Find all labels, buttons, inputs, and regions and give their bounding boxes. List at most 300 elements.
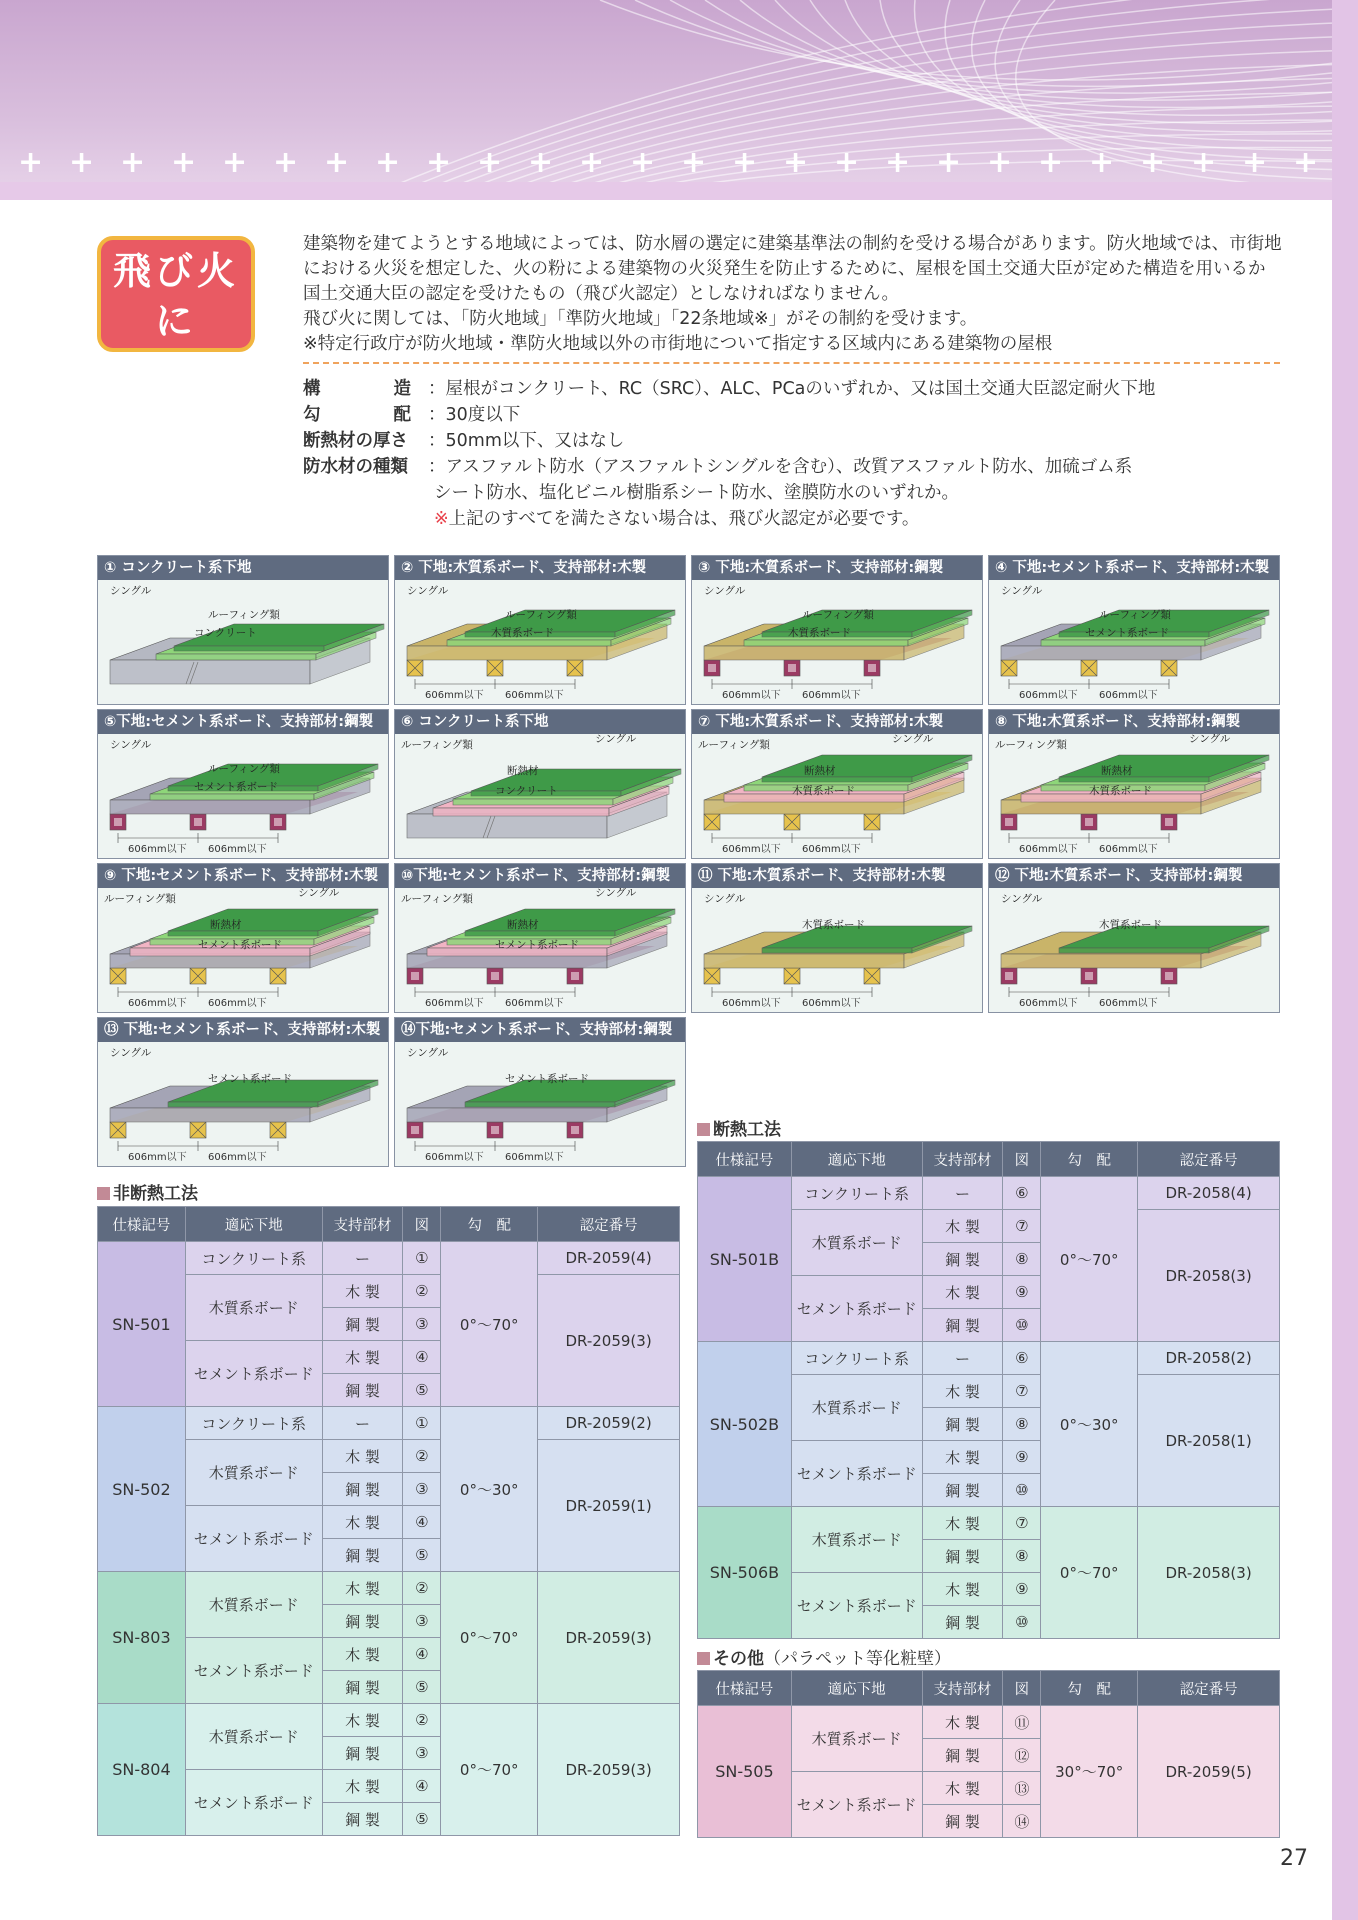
plus-icon: + [324,145,350,180]
condition-row [303,454,1155,480]
dashed-divider [303,362,1280,364]
dimension-label: 606mm以下 [802,998,861,1009]
wood-joist [704,968,720,984]
steel-joist [784,660,800,676]
section-subtitle: （パラペット等化粧壁） [764,1649,951,1669]
other-table [697,1670,1280,1838]
wood-joist [864,968,880,984]
diagram-panel [988,709,1280,859]
support-cell: 鋼 製 [922,1474,1003,1507]
dimension-label: 606mm以下 [505,1152,564,1163]
plus-icon: + [375,145,401,180]
dimension-label: 606mm以下 [425,998,484,1009]
col-header: 認定番号 [1138,1142,1280,1177]
section-title-non-insulated [97,1179,198,1204]
roof-layer-diagram [692,888,982,1013]
figure-cell: ⑨ [1003,1441,1041,1474]
condition-key: 造 [393,379,411,399]
support-cell: 鋼 製 [322,1737,403,1770]
support-cell: ー [922,1177,1003,1210]
support-cell: 木 製 [922,1706,1003,1739]
layer-label: シングル [407,585,449,597]
section-title-text: その他 [713,1649,764,1669]
figure-cell: ⑨ [1003,1573,1041,1606]
substrate-cell: セメント系ボード [185,1341,322,1407]
roof-layer-diagram [395,734,685,859]
plus-icon: + [783,145,809,180]
figure-cell: ⑩ [1003,1474,1041,1507]
section-title-other [697,1644,951,1669]
col-header: 図 [403,1207,441,1242]
steel-joist [567,968,583,984]
support-cell: 鋼 製 [922,1540,1003,1573]
figure-cell: ⑧ [1003,1408,1041,1441]
dimension-label: 606mm以下 [1019,844,1078,855]
table-header-row [698,1142,1280,1177]
plus-icon: + [681,145,707,180]
condition-note [303,506,1155,532]
plus-icon: + [69,145,95,180]
steel-joist [1161,968,1177,984]
col-header: 仕様記号 [698,1142,792,1177]
support-cell: 鋼 製 [322,1671,403,1704]
figure-cell: ① [403,1242,441,1275]
col-header: 認定番号 [538,1207,680,1242]
layer-label: シングル [110,585,152,597]
layer-label: ルーフィング類 [208,609,280,621]
figure-cell: ⑧ [1003,1243,1041,1276]
plus-icon: + [630,145,656,180]
diagram-panel-title: ⑭下地:セメント系ボード、支持部材:鋼製 [395,1018,685,1042]
section-title-text: 非断熱工法 [113,1184,198,1204]
figure-cell: ⑦ [1003,1210,1041,1243]
table-row [698,1177,1280,1210]
substrate-cell: コンクリート系 [185,1242,322,1275]
figure-cell: ③ [403,1473,441,1506]
intro-line: における火災を想定した、火の粉による建築物の火災発生を防止するために、屋根を国土交通大臣が定めた構造を用いるか [303,259,1266,279]
figure-cell: ⑤ [403,1803,441,1836]
support-cell: 鋼 製 [322,1473,403,1506]
cert-cell: DR-2058(3) [1138,1210,1280,1342]
wood-joist [864,814,880,830]
support-cell: 木 製 [322,1770,403,1803]
steel-joist [1081,968,1097,984]
layer-label: シングル [1001,585,1043,597]
wood-joist [487,660,503,676]
substrate-cell: 木質系ボード [185,1275,322,1341]
diagram-panel [691,555,983,705]
note-text: 上記のすべてを満たさない場合は、飛び火認定が必要です。 [448,509,920,529]
layer-label: セメント系ボード [208,1073,292,1085]
plus-icon: + [528,145,554,180]
steel-joist [487,1122,503,1138]
diagram-panel [394,709,686,859]
substrate-cell: 木質系ボード [185,1440,322,1506]
col-header: 勾 配 [1041,1671,1138,1706]
col-header: 適応下地 [185,1207,322,1242]
layer-label: シングル [704,585,746,597]
support-cell: 木 製 [322,1275,403,1308]
plus-icon: + [1191,145,1217,180]
condition-row [303,402,1155,428]
dimension-label: 606mm以下 [208,1152,267,1163]
spec-code: SN-804 [98,1704,186,1836]
page-number: 27 [1280,1846,1308,1871]
substrate-cell: コンクリート系 [791,1177,922,1210]
dimension-label: 606mm以下 [425,1152,484,1163]
layer-label: 断熱材 [804,765,836,777]
layer-label: ルーフィング類 [995,739,1067,751]
diagram-panel-title: ⑤下地:セメント系ボード、支持部材:鋼製 [98,710,388,734]
dimension-label: 606mm以下 [128,1152,187,1163]
slope-cell: 0°〜30° [441,1407,538,1572]
layer-label: シングル [704,893,746,905]
support-cell: ー [322,1242,403,1275]
substrate-cell: セメント系ボード [791,1441,922,1507]
plus-icon: + [426,145,452,180]
col-header: 図 [1003,1142,1041,1177]
steel-joist [567,1122,583,1138]
layer-label: セメント系ボード [194,781,278,793]
substrate-cell: 木質系ボード [791,1375,922,1441]
section-title-text: 断熱工法 [713,1120,781,1140]
plus-icon: + [1140,145,1166,180]
slope-cell: 0°〜70° [441,1572,538,1704]
figure-cell: ⑥ [1003,1342,1041,1375]
support-cell: 木 製 [922,1210,1003,1243]
layer-label: セメント系ボード [198,939,282,951]
support-cell: 木 製 [322,1638,403,1671]
figure-cell: ⑤ [403,1671,441,1704]
layer-label: シングル [595,734,637,745]
support-cell: 木 製 [322,1440,403,1473]
slope-cell: 0°〜70° [1041,1507,1138,1639]
diagram-panel-title: ⑧ 下地:木質系ボード、支持部材:鋼製 [989,710,1279,734]
diagram-panel-title: ⑪ 下地:木質系ボード、支持部材:木製 [692,864,982,888]
roof-layer-diagram [989,888,1279,1013]
col-header: 支持部材 [922,1671,1003,1706]
dimension-label: 606mm以下 [802,690,861,701]
support-cell: 鋼 製 [322,1308,403,1341]
support-cell: 鋼 製 [322,1539,403,1572]
spec-code: SN-501B [698,1177,792,1342]
figure-cell: ⑧ [1003,1540,1041,1573]
dimension-label: 606mm以下 [128,844,187,855]
diagram-panel [394,555,686,705]
roof-layer-diagram [692,734,982,859]
cert-cell: DR-2059(3) [538,1275,680,1407]
roof-layer-diagram [98,888,388,1013]
layer-label: ルーフィング類 [698,739,770,751]
col-header: 適応下地 [791,1671,922,1706]
cert-cell: DR-2059(2) [538,1407,680,1440]
layer-label: ルーフィング類 [104,893,176,905]
substrate-cell: セメント系ボード [791,1573,922,1639]
figure-cell: ⑫ [1003,1739,1041,1772]
cert-cell: DR-2059(1) [538,1440,680,1572]
plus-icon: + [987,145,1013,180]
layer-label: セメント系ボード [495,939,579,951]
figure-cell: ⑤ [403,1539,441,1572]
support-cell: 木 製 [322,1704,403,1737]
steel-joist [1001,814,1017,830]
table-row [98,1407,680,1440]
layer-label: シングル [595,888,637,899]
slope-cell: 0°〜30° [1041,1342,1138,1507]
wood-joist [704,814,720,830]
layer-label: ルーフィング類 [208,763,280,775]
wood-joist [110,1122,126,1138]
layer-label: 木質系ボード [1089,785,1152,797]
intro-line: 建築物を建てようとする地域によっては、防水層の選定に建築基準法の制約を受ける場合があります。防火地域では、市街地 [303,234,1282,254]
wood-joist [270,1122,286,1138]
layer-label: セメント系ボード [505,1073,589,1085]
support-cell: 鋼 製 [322,1803,403,1836]
dimension-label: 606mm以下 [722,690,781,701]
diagram-panel-title: ③ 下地:木質系ボード、支持部材:鋼製 [692,556,982,580]
layer-label: シングル [1001,893,1043,905]
condition-key: 構 [303,379,321,399]
dimension-label: 606mm以下 [128,998,187,1009]
layer-label: ルーフィング類 [401,739,473,751]
spec-code: SN-505 [698,1706,792,1838]
plus-icon: + [477,145,503,180]
support-cell: 木 製 [322,1572,403,1605]
roof-layer-diagram [395,580,685,705]
diagram-panel-title: ① コンクリート系下地 [98,556,388,580]
figure-cell: ⑤ [403,1374,441,1407]
figure-cell: ② [403,1572,441,1605]
table-row [98,1275,680,1308]
diagram-panel [97,709,389,859]
col-header: 勾 配 [1041,1142,1138,1177]
header-banner [0,0,1358,200]
figure-cell: ⑨ [1003,1276,1041,1309]
roof-layer-diagram [692,580,982,705]
diagram-panel [691,709,983,859]
condition-key: 勾 [303,405,321,425]
spec-code: SN-502 [98,1407,186,1572]
banner-strip [0,182,1358,200]
table-header-row [98,1207,680,1242]
substrate-cell: セメント系ボード [185,1770,322,1836]
substrate-cell: コンクリート系 [791,1342,922,1375]
cert-cell: DR-2059(3) [538,1704,680,1836]
support-cell: 鋼 製 [922,1739,1003,1772]
insulated-table [697,1141,1280,1639]
layer-label: 木質系ボード [788,627,851,639]
substrate-cell: セメント系ボード [791,1772,922,1838]
dimension-label: 606mm以下 [1019,998,1078,1009]
cert-cell: DR-2058(3) [1138,1507,1280,1639]
support-cell: 木 製 [922,1441,1003,1474]
condition-key: 防水材の種類 [303,457,408,477]
figure-cell: ④ [403,1770,441,1803]
table-row [98,1704,680,1737]
plus-icon: + [1089,145,1115,180]
layer-label: コンクリート [495,785,558,797]
spec-code: SN-501 [98,1242,186,1407]
layer-label: シングル [892,734,934,745]
dimension-label: 606mm以下 [802,844,861,855]
substrate-cell: 木質系ボード [185,1572,322,1638]
roof-layer-diagram [989,734,1279,859]
substrate-cell: 木質系ボード [185,1704,322,1770]
support-cell: 鋼 製 [922,1606,1003,1639]
section-tag [97,236,255,393]
table-header-row [698,1671,1280,1706]
dimension-label: 606mm以下 [208,998,267,1009]
diagram-panel [97,1017,389,1167]
col-header: 適応下地 [791,1142,922,1177]
wood-joist [1001,660,1017,676]
dimension-label: 606mm以下 [425,690,484,701]
table-row [98,1572,680,1605]
diagram-panel [988,555,1280,705]
steel-joist [487,968,503,984]
substrate-cell: コンクリート系 [185,1407,322,1440]
wood-joist [567,660,583,676]
dimension-label: 606mm以下 [722,998,781,1009]
diagram-panel-title: ⑨ 下地:セメント系ボード、支持部材:木製 [98,864,388,888]
diagram-panel [394,1017,686,1167]
slope-cell: 0°〜70° [441,1704,538,1836]
dimension-label: 606mm以下 [505,998,564,1009]
figure-cell: ⑦ [1003,1375,1041,1408]
spec-code: SN-502B [698,1342,792,1507]
figure-cell: ② [403,1704,441,1737]
table-row [698,1342,1280,1375]
support-cell: 鋼 製 [922,1243,1003,1276]
col-header: 認定番号 [1138,1671,1280,1706]
diagram-panel [97,863,389,1013]
condition-key [303,480,428,506]
substrate-cell: セメント系ボード [185,1638,322,1704]
layer-label: 木質系ボード [802,919,865,931]
support-cell: 鋼 製 [322,1374,403,1407]
diagram-panel-title: ⑫ 下地:木質系ボード、支持部材:鋼製 [989,864,1279,888]
support-cell: 木 製 [922,1276,1003,1309]
plus-icon: + [834,145,860,180]
support-cell: 鋼 製 [922,1408,1003,1441]
square-bullet-icon [697,1123,710,1136]
condition-value: ：屋根がコンクリート、RC（SRC）、ALC、PCaのいずれか、又は国土交通大臣認定耐火下地 [428,379,1156,399]
figure-cell: ⑩ [1003,1606,1041,1639]
figure-cell: ⑥ [1003,1177,1041,1210]
wood-joist [407,660,423,676]
figure-cell: ⑦ [1003,1507,1041,1540]
col-header: 仕様記号 [698,1671,792,1706]
conditions-list [303,376,1155,532]
layer-label: 木質系ボード [792,785,855,797]
dimension-label: 606mm以下 [505,690,564,701]
layer-label: 木質系ボード [491,627,554,639]
intro-line: 国土交通大臣の認定を受けたもの（飛び火認定）としなければなりません。 [303,284,900,304]
plus-icon: + [171,145,197,180]
roof-layer-diagram [395,888,685,1013]
figure-cell: ④ [403,1506,441,1539]
steel-joist [1001,968,1017,984]
dimension-label: 606mm以下 [208,844,267,855]
condition-key: 断熱材の厚さ [303,431,408,451]
cert-cell: DR-2058(2) [1138,1342,1280,1375]
steel-joist [407,1122,423,1138]
table-row [98,1440,680,1473]
layer-label: シングル [407,1047,449,1059]
condition-value: ：50mm以下、又はなし [428,431,625,451]
support-cell: 鋼 製 [922,1309,1003,1342]
support-cell: 鋼 製 [922,1805,1003,1838]
support-cell: 木 製 [922,1507,1003,1540]
layer-label: 木質系ボード [1099,919,1162,931]
col-header: 支持部材 [322,1207,403,1242]
steel-joist [270,814,286,830]
cert-cell: DR-2058(1) [1138,1375,1280,1507]
slope-cell: 0°〜70° [1041,1177,1138,1342]
diagram-panel [691,863,983,1013]
wood-joist [190,968,206,984]
support-cell: 木 製 [322,1341,403,1374]
plus-icon: + [732,145,758,180]
figure-cell: ⑬ [1003,1772,1041,1805]
wood-joist [110,968,126,984]
condition-value: シート防水、塩化ビニル樹脂系シート防水、塗膜防水のいずれか。 [434,483,959,503]
spec-code: SN-803 [98,1572,186,1704]
plus-icon: + [222,145,248,180]
steel-joist [407,968,423,984]
banner-pattern [0,0,1358,200]
support-cell: ー [922,1342,1003,1375]
plus-icon: + [1038,145,1064,180]
col-header: 支持部材 [922,1142,1003,1177]
dimension-label: 606mm以下 [1099,998,1158,1009]
spec-code: SN-506B [698,1507,792,1639]
figure-cell: ② [403,1440,441,1473]
plus-icon: + [120,145,146,180]
wood-joist [784,968,800,984]
layer-label: 断熱材 [507,765,539,777]
diagram-panel [394,863,686,1013]
condition-row [303,428,1155,454]
figure-cell: ④ [403,1638,441,1671]
layer-label: ルーフィング類 [401,893,473,905]
layer-label: コンクリート [194,627,257,639]
substrate-cell: 木質系ボード [791,1706,922,1772]
diagram-panel-title: ⑥ コンクリート系下地 [395,710,685,734]
note-mark: ※ [434,509,449,529]
layer-label: 断熱材 [1101,765,1133,777]
support-cell: ー [322,1407,403,1440]
steel-joist [864,660,880,676]
diagram-panel-title: ④ 下地:セメント系ボード、支持部材:木製 [989,556,1279,580]
condition-value: ：30度以下 [428,405,521,425]
figure-cell: ③ [403,1308,441,1341]
steel-joist [1081,814,1097,830]
square-bullet-icon [697,1652,710,1665]
substrate-cell: セメント系ボード [185,1506,322,1572]
substrate-cell: 木質系ボード [791,1210,922,1276]
dimension-label: 606mm以下 [722,844,781,855]
table-row [698,1706,1280,1739]
support-cell: 木 製 [922,1772,1003,1805]
section-title-insulated [697,1115,781,1140]
layer-label: シングル [298,888,340,899]
layer-label: セメント系ボード [1085,627,1169,639]
intro-line: 飛び火に関しては、「防火地域」「準防火地域」「22条地域※」がその制約を受けます。 [303,309,978,329]
figure-cell: ⑭ [1003,1805,1041,1838]
diagram-panel [97,555,389,705]
tag-line-2: ついて [112,349,239,393]
